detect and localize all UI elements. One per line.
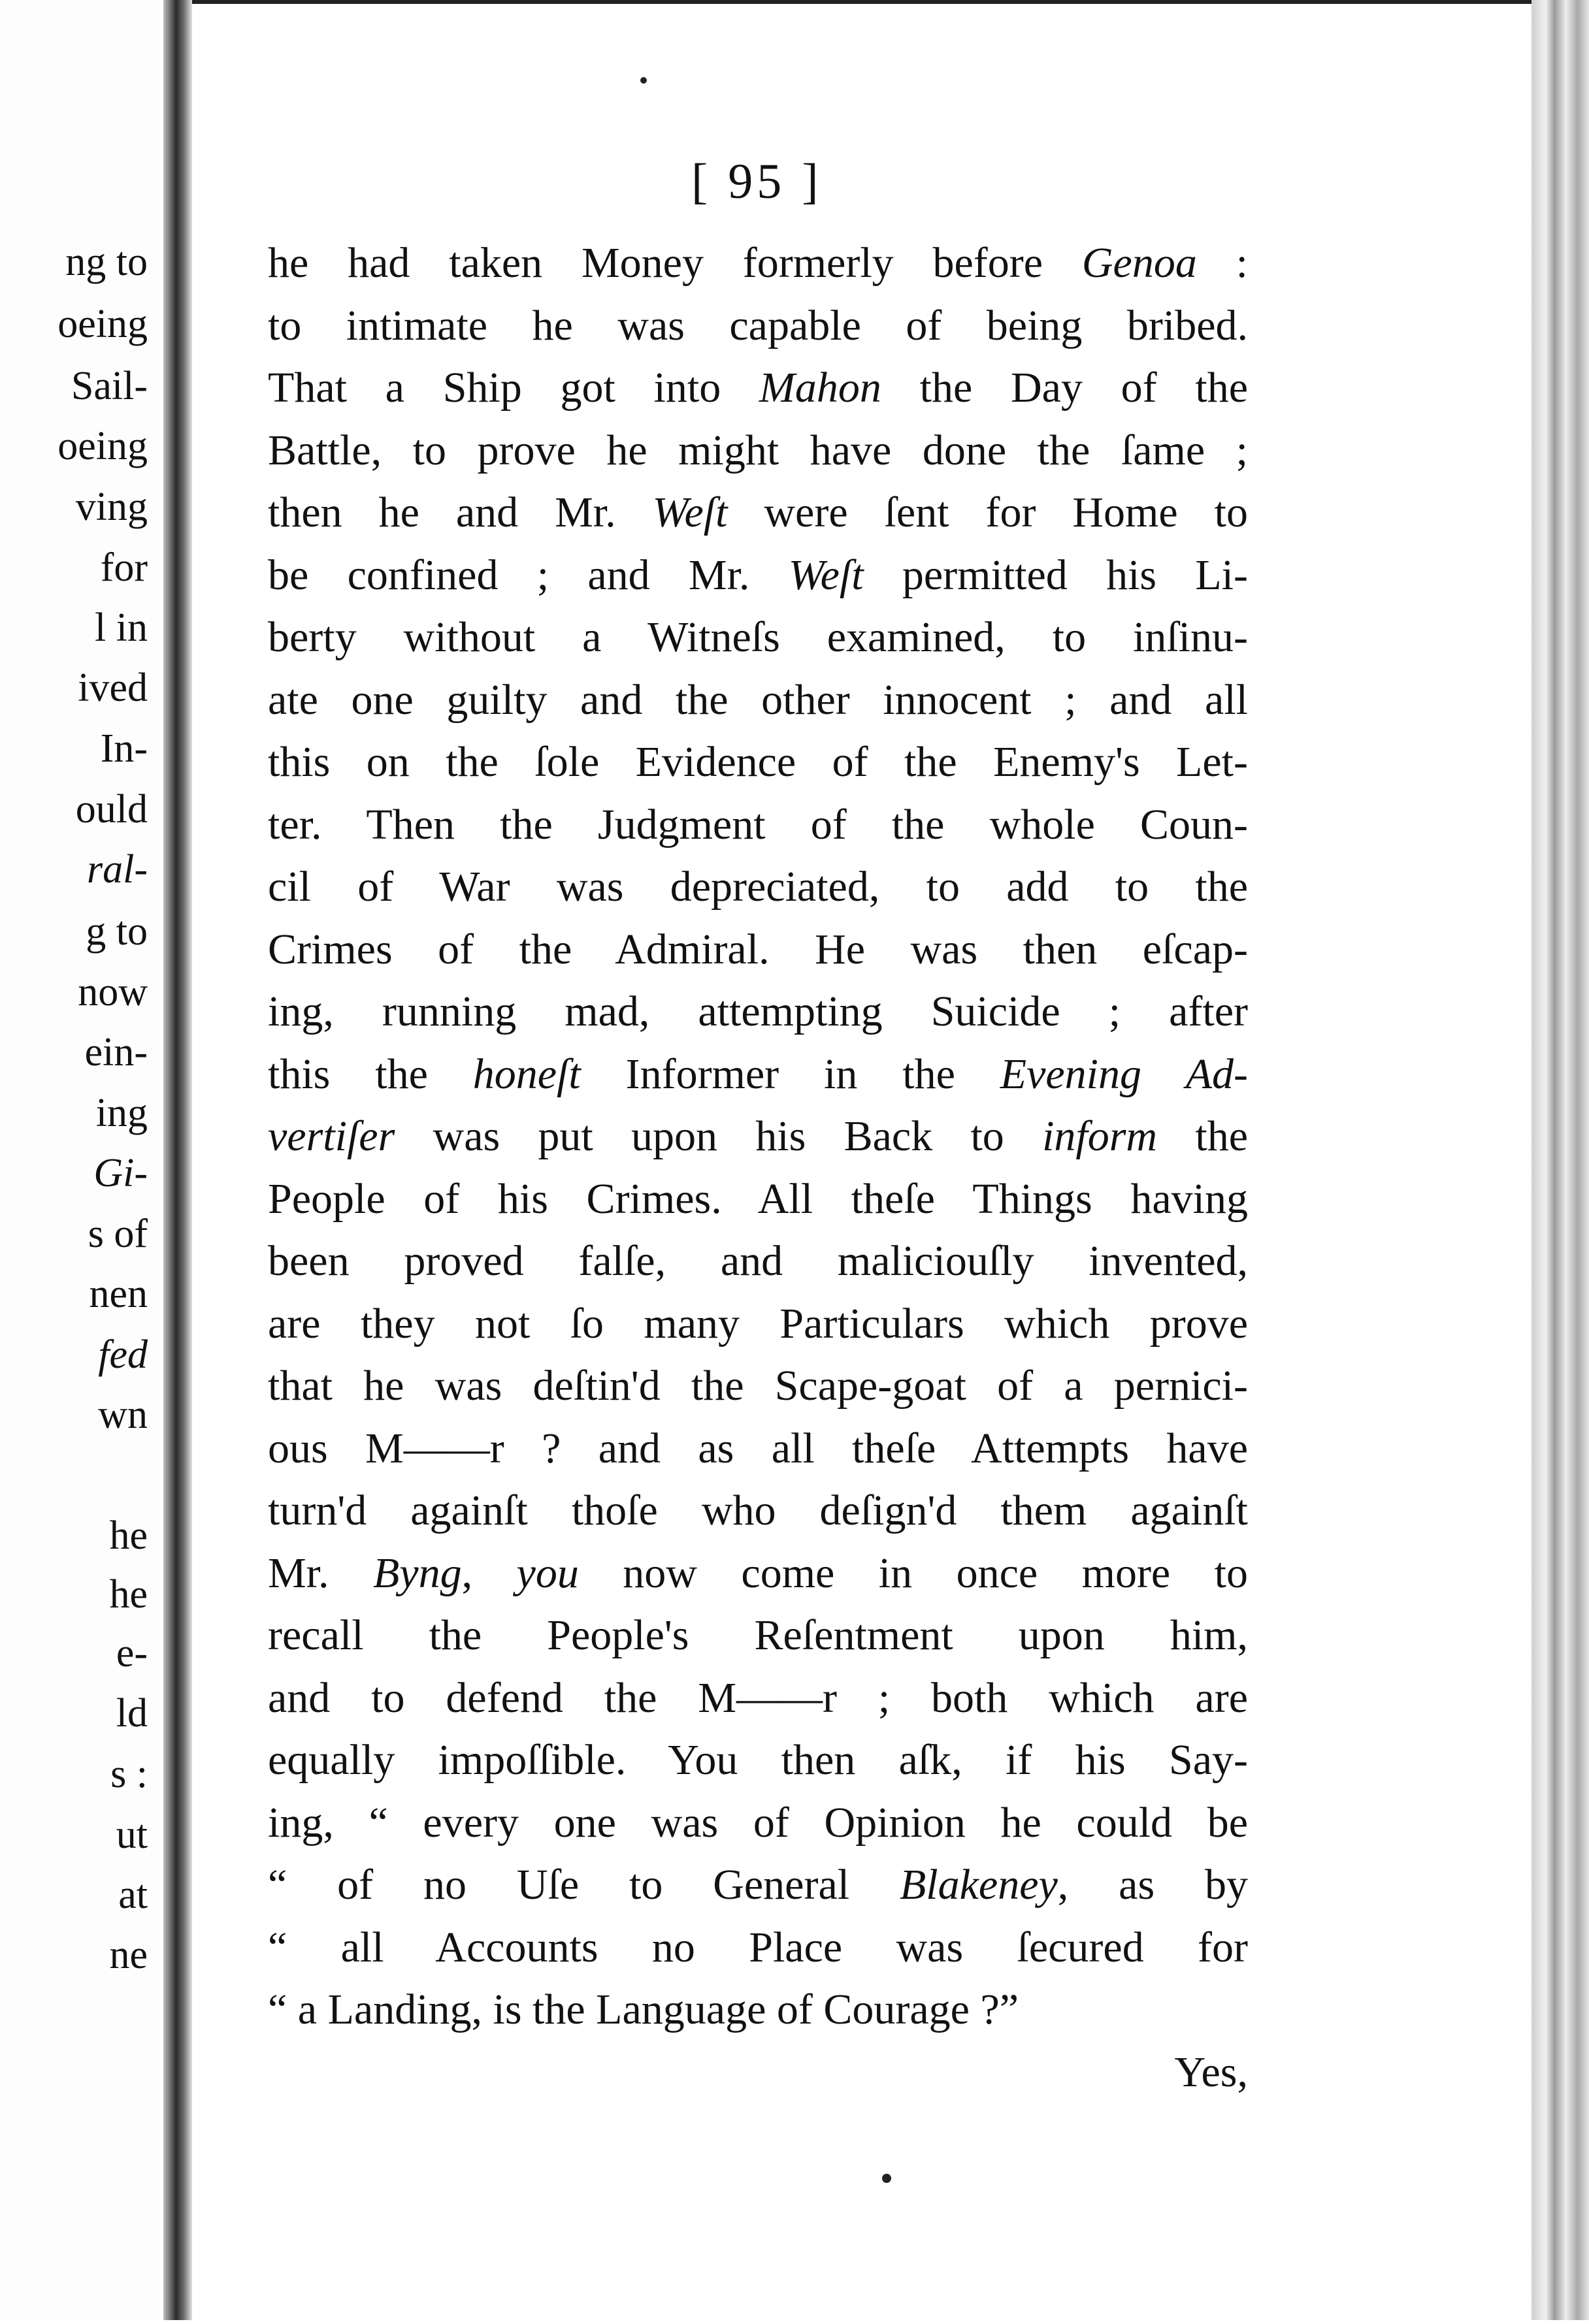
text-line [268,1604,1248,1667]
text-line [268,1168,1248,1231]
text-line [268,232,1248,295]
left-page-fragment: l in [95,605,148,650]
text-segment: berty without a Witneſs examined, to inſinu- [268,613,1248,661]
text-line [268,295,1248,357]
text-segment: permitted his Li- [863,551,1248,599]
text-line [268,606,1248,669]
left-page-fragment: ould [75,787,148,831]
italic-text: Weſt [652,489,728,536]
italic-text: inform [1042,1112,1158,1160]
left-page-fragment: he [109,1513,148,1558]
text-line [268,1417,1248,1480]
text-segment: this the [268,1050,473,1098]
text-segment: ing, “ every one was of Opinion he could be [268,1798,1248,1847]
book-gutter [163,0,192,2320]
left-page-fragment: nen [89,1272,148,1316]
left-page-fragment: ne [109,1933,148,1977]
text-segment: the Day of the [881,364,1248,412]
left-page-fragment: ng to [65,240,148,284]
text-line [268,731,1248,794]
text-line [268,1293,1248,1355]
printer-mark-top [640,77,647,84]
text-segment: are they not ſo many Particulars which prove [268,1299,1248,1348]
left-page-fragment: he [109,1572,148,1617]
italic-text: Evening Ad- [1000,1050,1249,1098]
text-line [268,1978,1248,2041]
left-page-fragment: at [118,1873,148,1917]
left-page-fragment: s of [88,1212,148,1256]
text-segment: ing, running mad, attempting Suicide ; after [268,988,1248,1035]
page-number: [ 95 ] [691,154,823,209]
text-segment: he had taken Money formerly before [268,239,1082,287]
text-segment: recall the People's Reſentment upon him, [268,1611,1248,1659]
text-segment: were ſent for Home to [727,489,1248,536]
left-page-fragment: g to [86,909,148,954]
left-page-fragment: ived [78,666,148,710]
left-page-fragment: s : [110,1752,148,1796]
text-segment: Informer in the [580,1050,1000,1098]
catchword: Yes, [1174,2048,1248,2096]
left-page-fragment: ving [75,485,148,529]
text-line [268,794,1248,856]
text-line [268,1667,1248,1730]
text-line [268,1230,1248,1293]
left-page-fragment: now [78,970,148,1014]
text-line [268,544,1248,607]
text-line [268,1729,1248,1792]
text-segment: “ of no Uſe to General [268,1861,900,1909]
italic-text: vertiſer [268,1112,395,1160]
italic-text: Mahon [759,364,881,412]
text-line [268,980,1248,1043]
italic-text: Genoa [1081,239,1197,287]
text-line [268,669,1248,732]
printer-mark-bottom [882,2174,891,2183]
text-segment: was put upon his Back to [395,1112,1043,1160]
text-segment: be confined ; and Mr. [268,551,789,599]
italic-text: Byng [372,1549,462,1597]
text-segment: Crimes of the Admiral. He was then eſcap- [268,925,1248,973]
body-text [268,232,1248,2103]
text-line [268,481,1248,544]
left-page-fragment: wn [98,1393,148,1437]
left-page-fragment: In- [100,726,148,771]
text-segment: and to defend the M——r ; both which are [268,1673,1248,1722]
text-segment: the [1157,1112,1248,1160]
left-page-fragment: ein- [84,1030,148,1074]
text-segment: ous M——r ? and as all theſe Attempts have [268,1424,1248,1472]
text-line [268,918,1248,981]
text-lines [268,232,1248,2041]
text-segment: now come in once more to [578,1549,1248,1597]
left-page-fragment: ral- [87,847,148,892]
text-segment: this on the ſole Evidence of the Enemy's Let- [268,738,1248,786]
left-page-edge [0,0,163,2320]
text-line [268,856,1248,918]
left-page-fragment: ing [95,1091,148,1135]
left-page-fragment: oeing [57,424,148,468]
text-segment: been proved falſe, and maliciouſly invented, [268,1237,1248,1285]
left-page-fragment: ut [116,1813,148,1857]
text-segment: then he and Mr. [268,489,653,536]
text-line [268,1542,1248,1605]
left-page-fragment: ld [116,1691,148,1735]
text-segment: ate one guilty and the other innocent ; and all [268,675,1248,724]
italic-text: Blakeney [899,1861,1058,1909]
text-line [268,1854,1248,1916]
text-segment: “ all Accounts no Place was ſecured for [268,1923,1248,1971]
right-page-edges [1532,0,1589,2320]
text-line [268,1916,1248,1979]
text-segment: to intimate he was capable of being bribed. [268,301,1248,349]
text-segment: , [461,1549,517,1597]
text-segment: That a Ship got into [268,364,759,412]
text-segment: turn'd againſt thoſe who deſign'd them againſt [268,1487,1248,1534]
text-line [268,419,1248,482]
left-page-fragment: Sail- [71,364,148,408]
left-page-fragment: for [100,545,148,590]
text-line [268,1792,1248,1854]
text-segment: ter. Then the Judgment of the whole Coun- [268,800,1248,848]
text-segment: that he was deſtin'd the Scape-goat of a pernici- [268,1362,1248,1410]
italic-text: Weſt [788,551,864,599]
text-segment: Battle, to prove he might have done the ſame ; [268,426,1248,474]
italic-text: you [516,1549,579,1597]
left-page-fragment: Gi- [93,1151,148,1195]
text-segment: equally impoſſible. You then aſk, if his Say- [268,1736,1248,1784]
text-segment: : [1196,239,1248,287]
text-line [268,357,1248,419]
text-segment: cil of War was depreciated, to add to the [268,863,1248,911]
italic-text: honeſt [472,1050,581,1098]
text-segment: , as by [1057,1861,1249,1909]
left-page-fragment: oeing [57,302,148,346]
text-line [268,1043,1248,1106]
text-line [268,1355,1248,1417]
left-page-fragment: fed [98,1332,148,1377]
text-segment: “ a Landing, is the Language of Courage ?” [268,1986,1019,2033]
left-page-fragment: e- [116,1631,148,1675]
text-line [268,1105,1248,1168]
text-line [268,1479,1248,1542]
text-segment: People of his Crimes. All theſe Things having [268,1174,1248,1223]
text-segment: Mr. [268,1549,373,1597]
